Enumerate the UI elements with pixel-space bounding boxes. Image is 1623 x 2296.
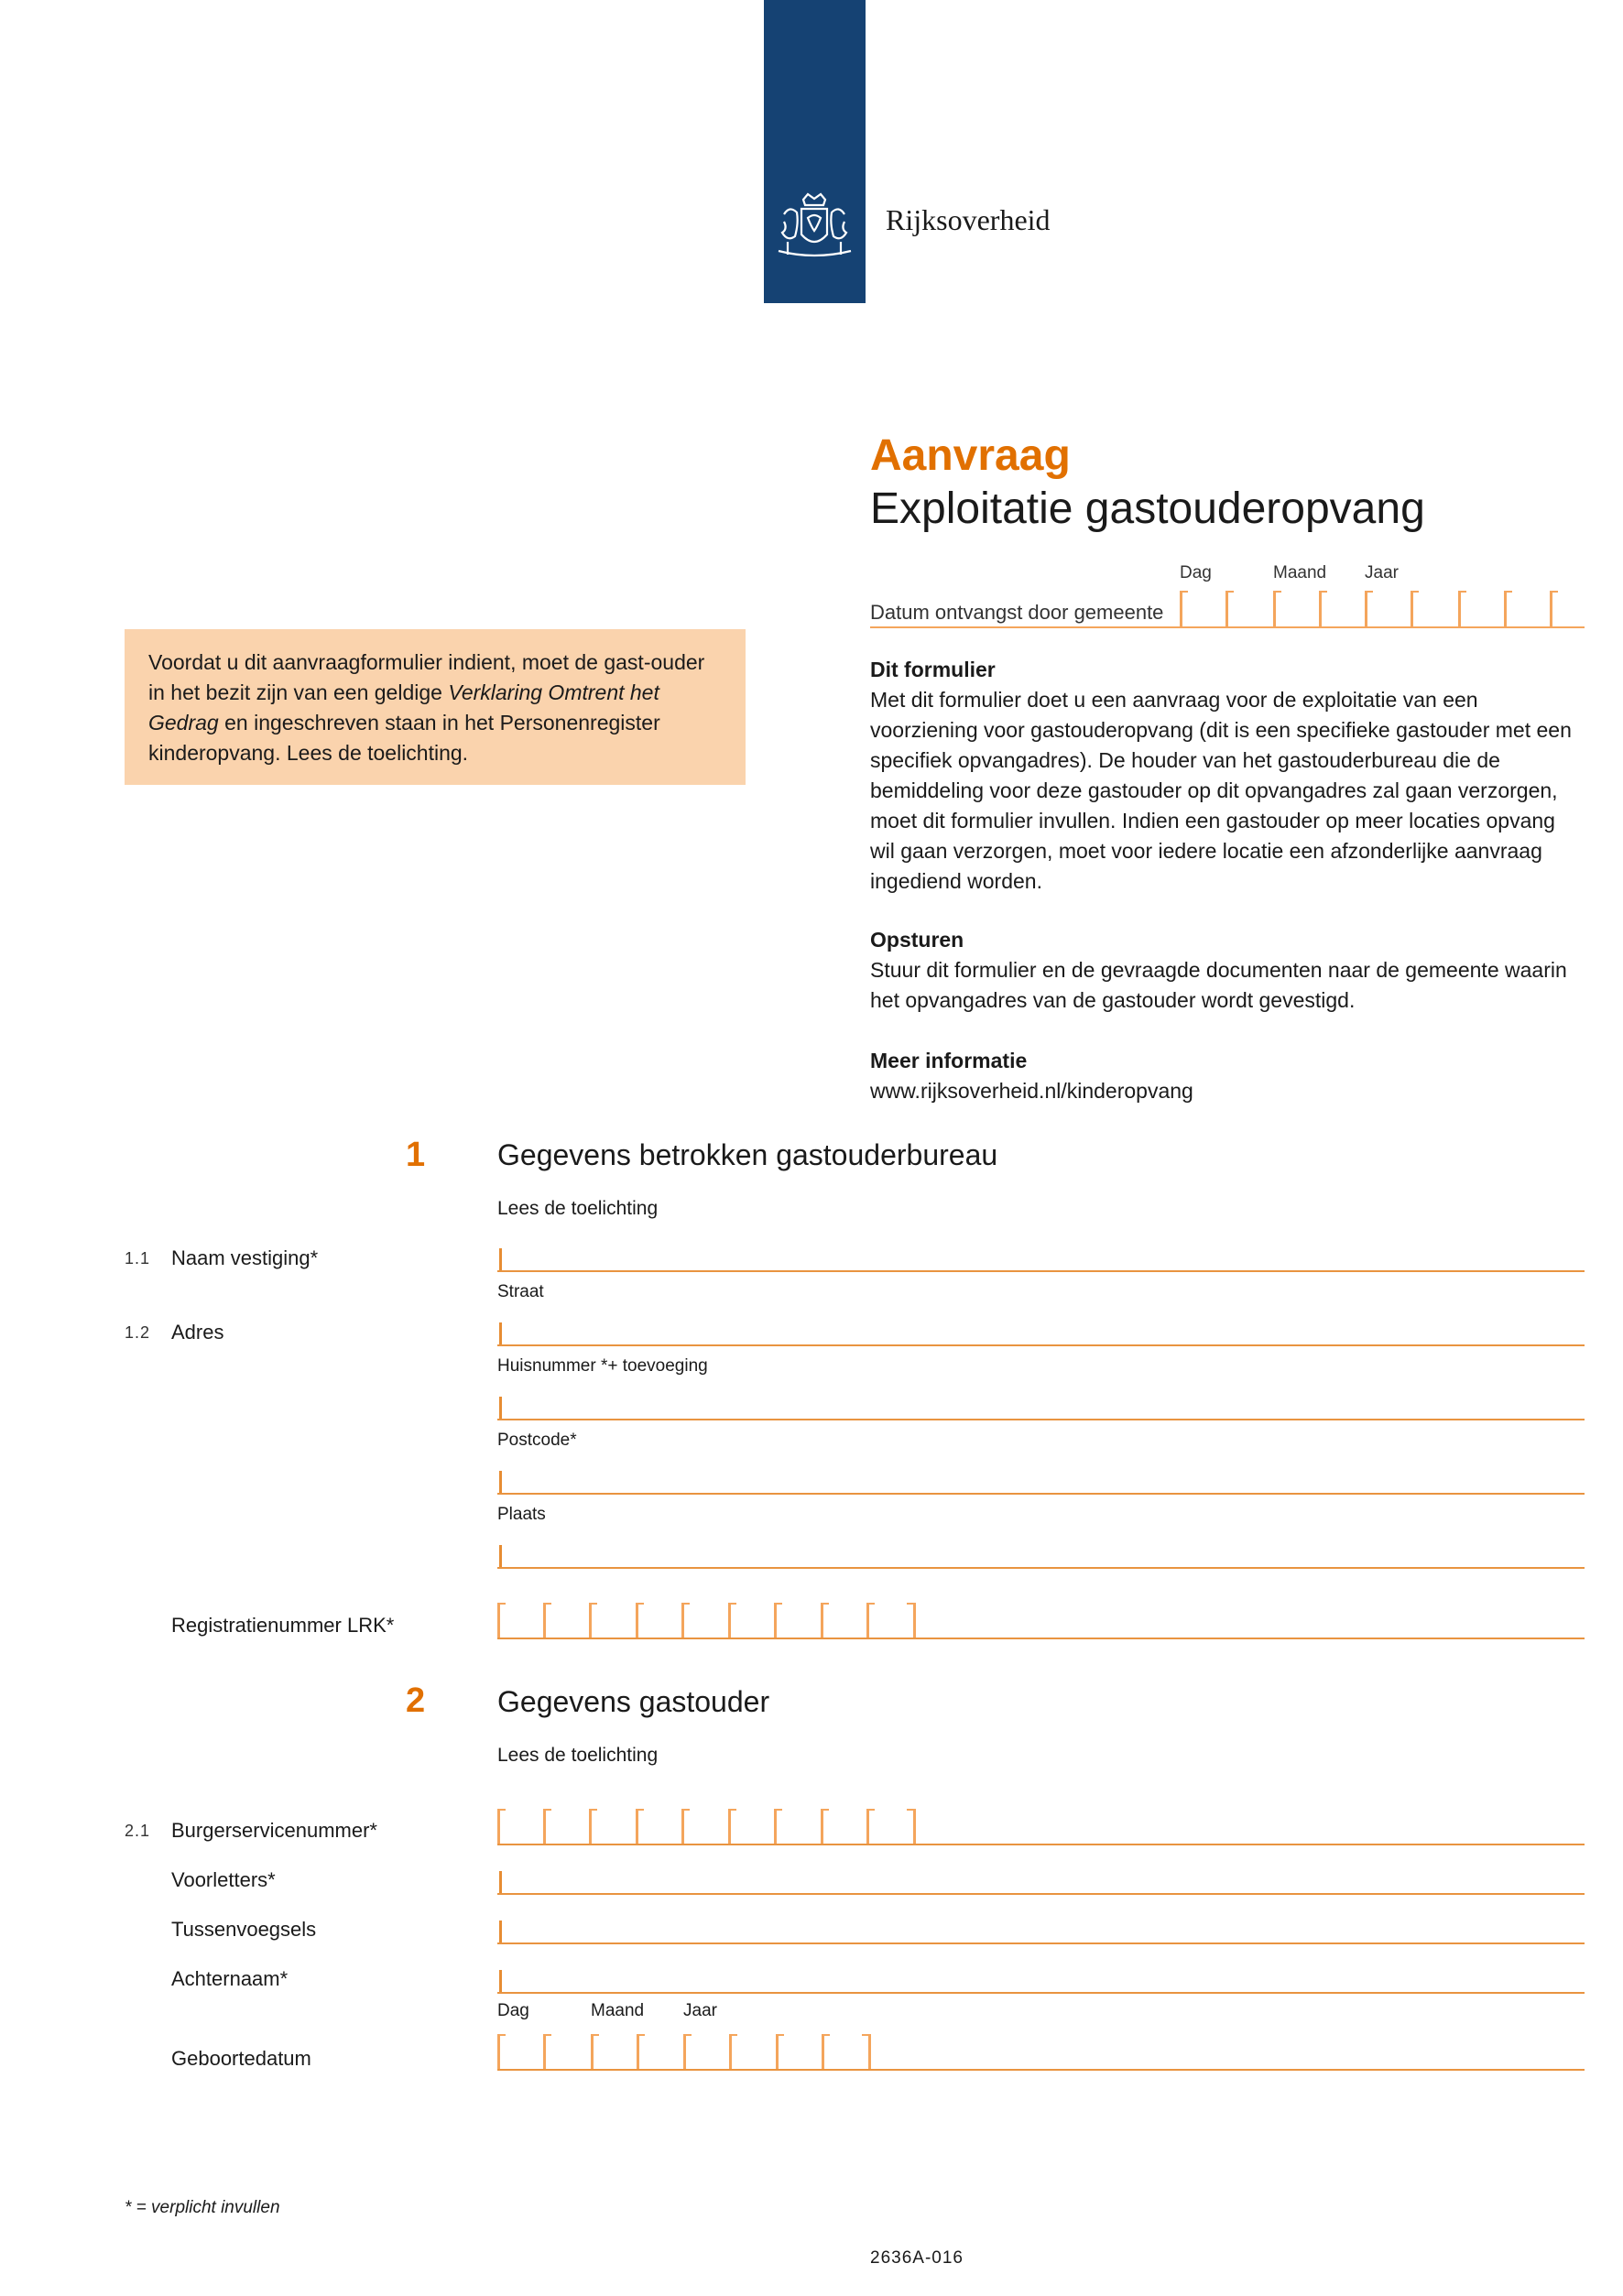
form-subtitle: Exploitatie gastouderopvang <box>870 484 1425 533</box>
geboortedatum-label: Geboortedatum <box>171 2047 311 2070</box>
q11-label: Naam vestiging* <box>171 1246 319 1269</box>
form-code: 2636A-016 <box>870 2248 964 2268</box>
huisnummer-label: Huisnummer *+ toevoeging <box>497 1356 708 1376</box>
postcode-label: Postcode* <box>497 1431 577 1450</box>
dit-formulier-text: Met dit formulier doet u een aanvraag voor de exploitatie van een voorziening voor gastouderopvang (dit is een specifieke gastouder met een specifiek opvangadres). De houder van het gastouderbureau die de bemiddeling voor deze gastouder op dit opvangadres zal gaan verzorgen, moet dit formulier invullen. Indien een gastouder op meer locaties opvang wil gaan verzorgen, moet voor iedere locatie een afzonderlijke aanvraag ingediend worden. <box>870 688 1572 893</box>
q12-number: 1.2 <box>125 1323 151 1342</box>
voorletters-label: Voorletters* <box>171 1868 276 1891</box>
meer-info-heading: Meer informatie <box>870 1049 1028 1072</box>
dit-formulier-heading: Dit formulier <box>870 658 996 681</box>
section1-title: Gegevens betrokken gastouderbureau <box>497 1138 998 1171</box>
date-day-label: Dag <box>1180 563 1212 582</box>
logo-text: Rijksoverheid <box>886 203 1051 236</box>
meer-info-link[interactable]: www.rijksoverheid.nl/kinderopvang <box>870 1079 1193 1103</box>
rijksoverheid-logo-bar <box>764 0 866 303</box>
date-year-label: Jaar <box>1365 563 1399 582</box>
section1-number: 1 <box>406 1136 426 1174</box>
opsturen-heading: Opsturen <box>870 928 964 952</box>
birth-month-label: Maand <box>591 2001 645 2020</box>
bsn-label: Burgerservicenummer* <box>171 1819 377 1842</box>
q11-number: 1.1 <box>125 1249 151 1268</box>
lrk-label: Registratienummer LRK* <box>171 1614 395 1637</box>
birth-day-label: Dag <box>497 2001 529 2020</box>
birth-year-label: Jaar <box>683 2001 717 2020</box>
section2-number: 2 <box>406 1681 426 1720</box>
opsturen-text: Stuur dit formulier en de gevraagde documenten naar de gemeente waarin het opvangadres van de gastouder wordt gevestigd. <box>870 958 1567 1012</box>
section2-lees-toelichting: Lees de toelichting <box>497 1745 659 1766</box>
coat-of-arms-icon <box>771 190 858 273</box>
form-title: Aanvraag <box>870 431 1071 480</box>
q12-label: Adres <box>171 1321 224 1344</box>
date-month-label: Maand <box>1273 563 1327 582</box>
required-footnote: * = verplicht invullen <box>125 2198 280 2217</box>
info-text-before: Voordat u dit aanvraagformulier indient, moet de gast-ouder in het bezit zijn van een geldige <box>148 650 705 704</box>
straat-label: Straat <box>497 1282 544 1301</box>
tussenvoegsels-label: Tussenvoegsels <box>171 1918 317 1941</box>
plaats-label: Plaats <box>497 1505 546 1524</box>
achternaam-label: Achternaam* <box>171 1967 289 1990</box>
q21-number: 2.1 <box>125 1822 151 1840</box>
info-text-after: en ingeschreven staan in het Personenregister kinderopvang. Lees de toelichting. <box>148 711 660 765</box>
section1-lees-toelichting: Lees de toelichting <box>497 1198 659 1219</box>
info-text-italic: Verklaring Omtrent het Gedrag <box>148 680 659 735</box>
date-received-label: Datum ontvangst door gemeente <box>870 601 1164 624</box>
info-notice <box>125 629 746 785</box>
section2-title: Gegevens gastouder <box>497 1685 770 1718</box>
